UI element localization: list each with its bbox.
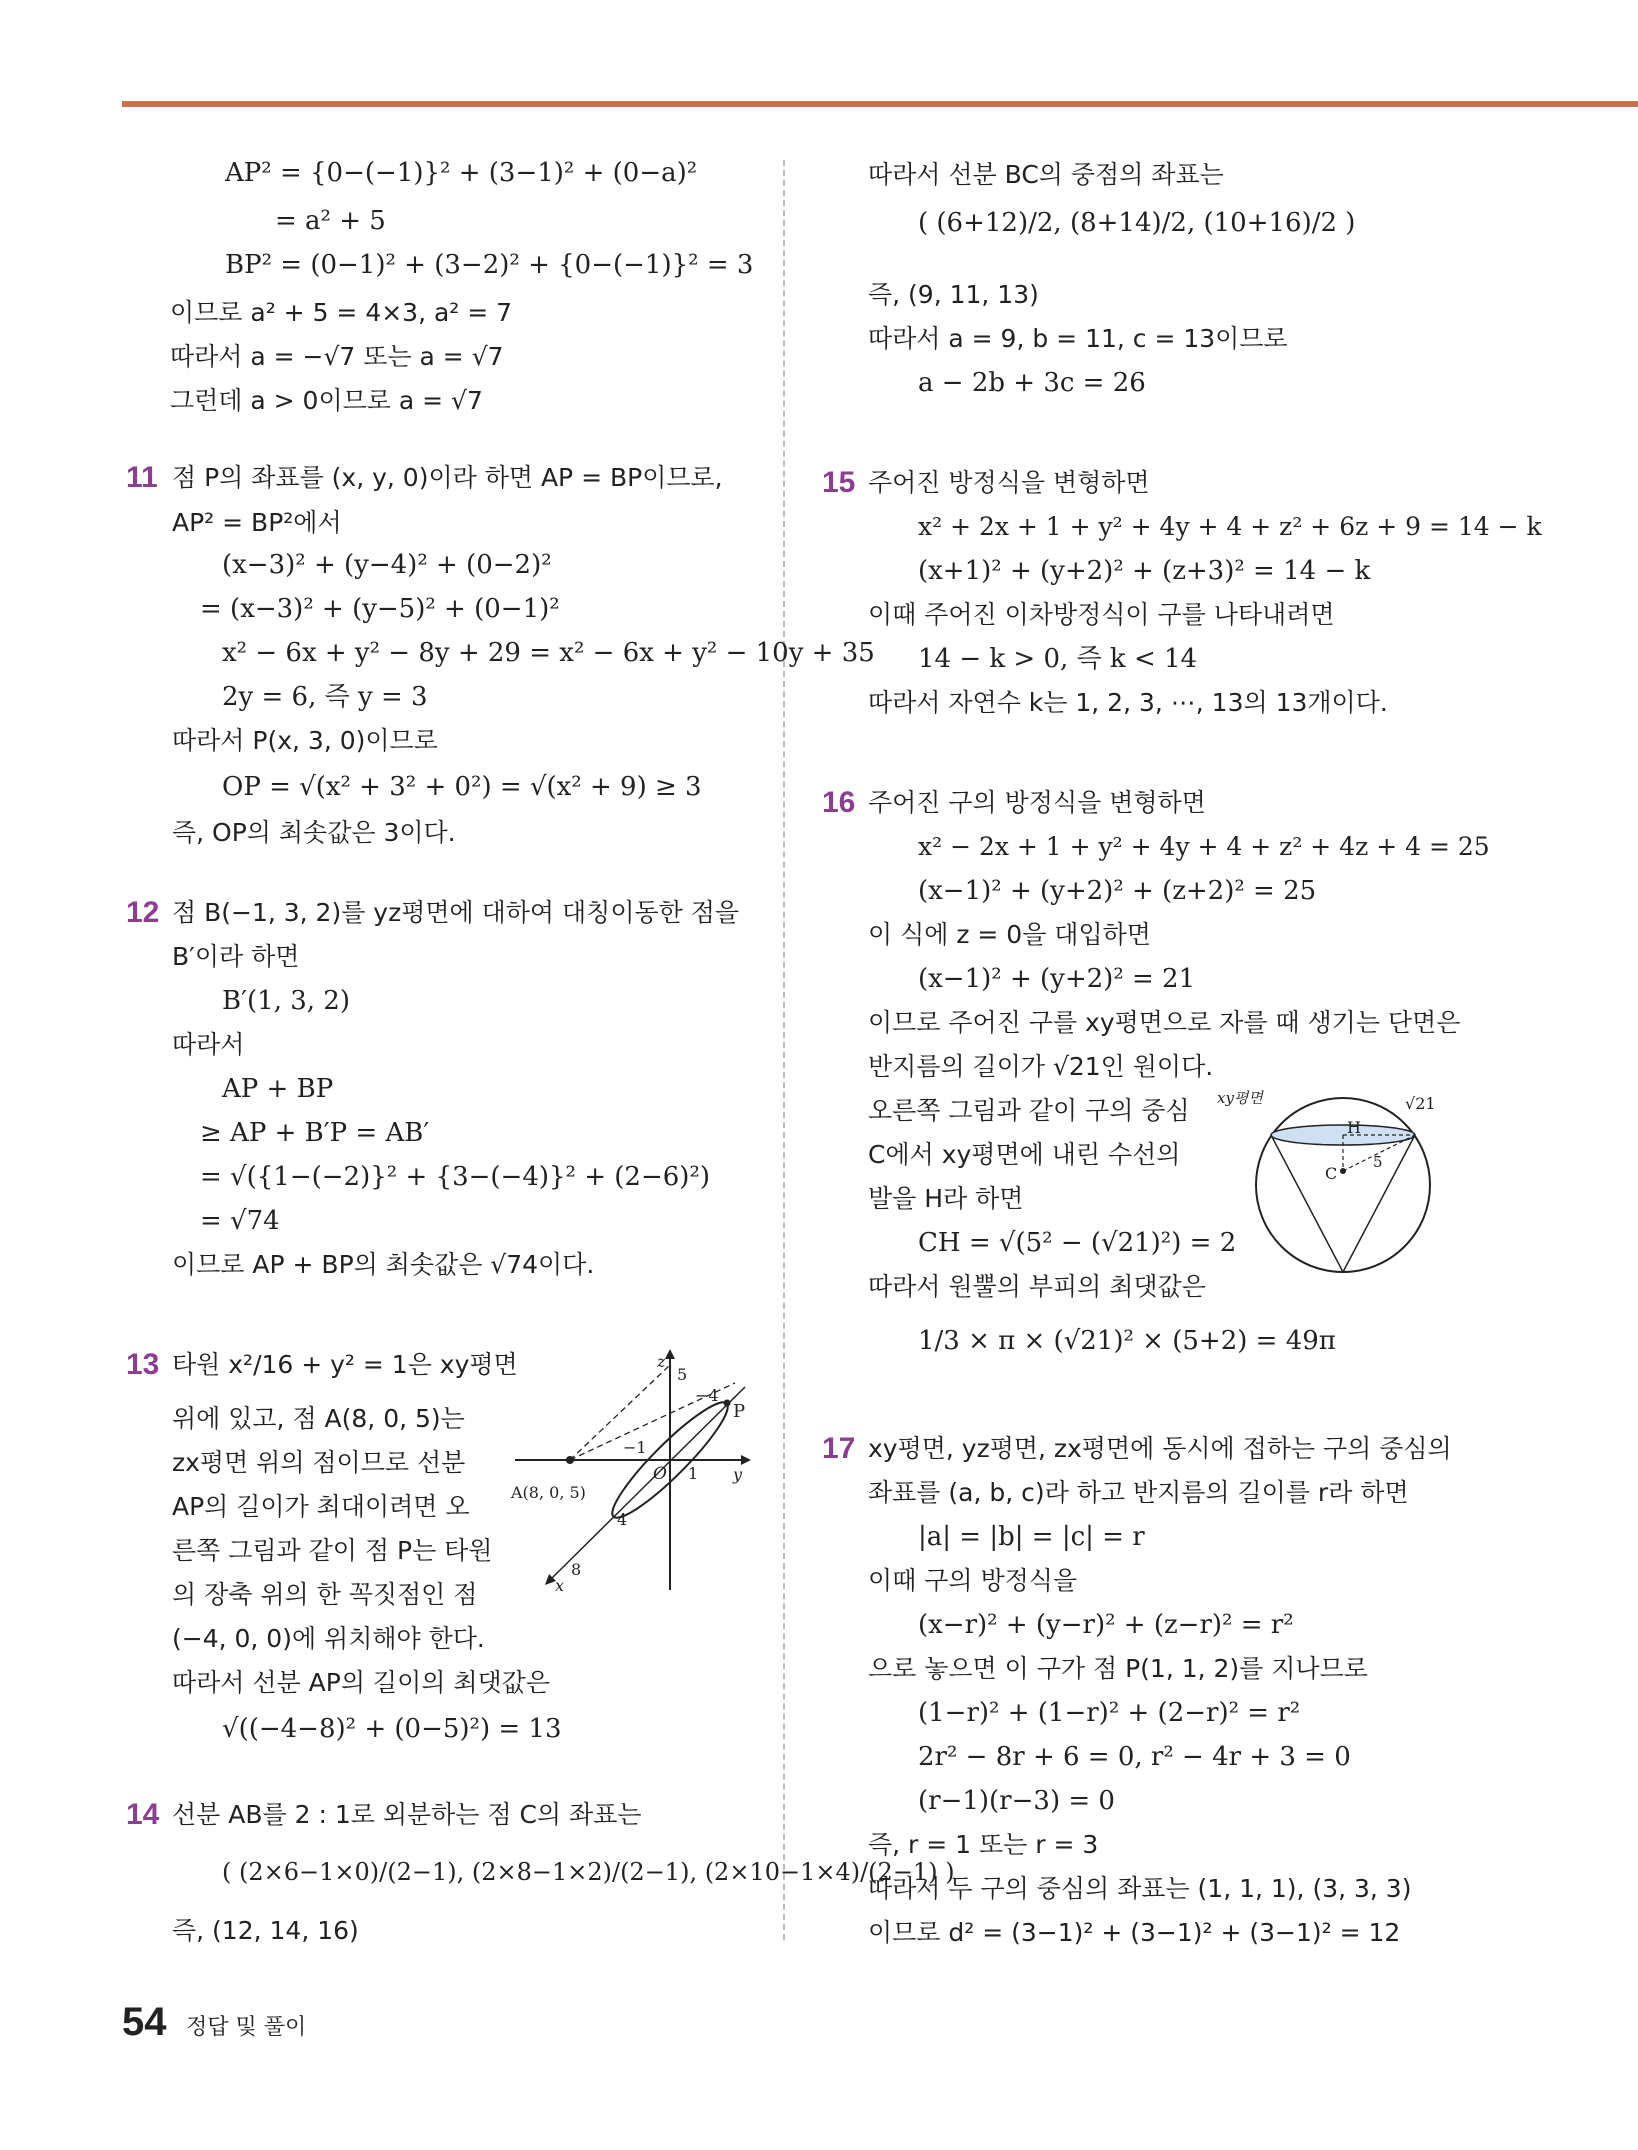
p10-line-2: = a² + 5: [275, 206, 386, 236]
p13-line-3: zx평면 위의 점이므로 선분: [172, 1448, 466, 1477]
p12-line-1: 점 B(−1, 3, 2)를 yz평면에 대하여 대칭이동한 점을: [172, 898, 740, 927]
p15-line-1: 주어진 방정식을 변형하면: [868, 468, 1150, 497]
p10-line-6: 그런데 a > 0이므로 a = √7: [170, 386, 483, 415]
p16-line-4: 이 식에 z = 0을 대입하면: [868, 920, 1151, 949]
p16-line-9: C에서 xy평면에 내린 수선의: [868, 1140, 1181, 1169]
sphere-figure: [1215, 1085, 1455, 1275]
sphere: [1256, 1098, 1430, 1272]
label-4: 4: [617, 1510, 628, 1529]
p17-line-10: 즉, r = 1 또는 r = 3: [868, 1830, 1099, 1859]
p14c-line-3: 즉, (9, 11, 13): [868, 280, 1039, 309]
p13-line-7: (−4, 0, 0)에 위치해야 한다.: [172, 1624, 485, 1653]
p12-line-7: = √({1−(−2)}² + {3−(−4)}² + (2−6)²): [200, 1162, 711, 1192]
label-5: 5: [677, 1365, 688, 1384]
p16-line-13: 1/3 × π × (√21)² × (5+2) = 49π: [918, 1326, 1336, 1356]
label-a: A(8, 0, 5): [511, 1483, 586, 1502]
label-neg1: −1: [623, 1438, 647, 1457]
p13-line-6: 의 장축 위의 한 꼭짓점인 점: [172, 1580, 478, 1609]
label-8: 8: [571, 1560, 582, 1579]
page-number: 54: [122, 2000, 167, 2044]
p16-line-1: 주어진 구의 방정식을 변형하면: [868, 788, 1206, 817]
p10-line-3: BP² = (0−1)² + (3−2)² + {0−(−1)}² = 3: [225, 250, 754, 280]
p12-line-9: 이므로 AP + BP의 최솟값은 √74이다.: [172, 1250, 595, 1279]
problem-number-15: 15: [822, 466, 856, 499]
p14-line-3: 즉, (12, 14, 16): [172, 1916, 359, 1945]
p15-line-6: 따라서 자연수 k는 1, 2, 3, ⋯, 13의 13개이다.: [868, 688, 1388, 717]
p13-line-8: 따라서 선분 AP의 길이의 최댓값은: [172, 1668, 550, 1697]
p11-line-5: x² − 6x + y² − 8y + 29 = x² − 6x + y² − 10y + 35: [222, 638, 875, 668]
label-h: H: [1347, 1118, 1361, 1137]
p16-line-5: (x−1)² + (y+2)² = 21: [918, 964, 1196, 994]
p17-line-8: 2r² − 8r + 6 = 0, r² − 4r + 3 = 0: [918, 1742, 1351, 1772]
label-z: z: [657, 1352, 666, 1371]
p13-line-9: √((−4−8)² + (0−5)²) = 13: [222, 1714, 562, 1744]
p16-line-3: (x−1)² + (y+2)² + (z+2)² = 25: [918, 876, 1317, 906]
p13-line-2: 위에 있고, 점 A(8, 0, 5)는: [172, 1404, 465, 1433]
p11-line-6: 2y = 6, 즉 y = 3: [222, 682, 428, 712]
problem-number-12: 12: [126, 896, 160, 929]
p10-line-4: 이므로 a² + 5 = 4×3, a² = 7: [170, 298, 513, 327]
center-c: [1340, 1168, 1346, 1174]
p15-line-3: (x+1)² + (y+2)² + (z+3)² = 14 − k: [918, 556, 1371, 586]
problem-number-17: 17: [822, 1432, 856, 1465]
problem-number-13: 13: [126, 1348, 160, 1381]
page-footer-label: 정답 및 풀이: [186, 2015, 307, 2040]
p12-line-4: 따라서: [172, 1030, 245, 1059]
p11-line-1: 점 P의 좌표를 (x, y, 0)이라 하면 AP = BP이므로,: [172, 463, 723, 492]
p17-line-6: 으로 놓으면 이 구가 점 P(1, 1, 2)를 지나므로: [868, 1654, 1368, 1683]
p12-line-5: AP + BP: [222, 1074, 334, 1104]
p12-line-2: B′이라 하면: [172, 942, 300, 971]
p16-line-10: 발을 H라 하면: [868, 1184, 1024, 1213]
p10-line-5: 따라서 a = −√7 또는 a = √7: [170, 342, 504, 371]
p14c-line-1: 따라서 선분 BC의 중점의 좌표는: [868, 160, 1224, 189]
p16-line-11: CH = √(5² − (√21)²) = 2: [918, 1228, 1237, 1258]
p16-line-2: x² − 2x + 1 + y² + 4y + 4 + z² + 4z + 4 = 25: [918, 832, 1490, 861]
p10-line-1: AP² = {0−(−1)}² + (3−1)² + (0−a)²: [225, 158, 698, 188]
p14c-line-2: ( (6+12)/2, (8+14)/2, (10+16)/2 ): [918, 208, 1356, 238]
problem-number-14: 14: [126, 1798, 160, 1831]
p16-line-7: 반지름의 길이가 √21인 원이다.: [868, 1052, 1214, 1081]
p15-line-4: 이때 주어진 이차방정식이 구를 나타내려면: [868, 600, 1335, 629]
p14-line-2: ( (2×6−1×0)/(2−1), (2×8−1×2)/(2−1), (2×10−1×4)/(2−1) ): [222, 1858, 955, 1886]
p14c-line-4: 따라서 a = 9, b = 11, c = 13이므로: [868, 324, 1288, 353]
cone-side-left: [1271, 1135, 1343, 1272]
p17-line-9: (r−1)(r−3) = 0: [918, 1786, 1115, 1816]
label-1: 1: [688, 1464, 699, 1483]
p13-line-5: 른쪽 그림과 같이 점 P는 타원: [172, 1536, 493, 1565]
problem-number-16: 16: [822, 786, 856, 819]
p14-line-1: 선분 AB를 2 : 1로 외분하는 점 C의 좌표는: [172, 1800, 642, 1829]
p12-line-3: B′(1, 3, 2): [222, 986, 350, 1016]
p17-line-11: 따라서 두 구의 중심의 좌표는 (1, 1, 1), (3, 3, 3): [868, 1874, 1412, 1903]
p17-line-4: 이때 구의 방정식을: [868, 1566, 1078, 1595]
p17-line-12: 이므로 d² = (3−1)² + (3−1)² + (3−1)² = 12: [868, 1918, 1401, 1947]
point-p: [724, 1400, 731, 1407]
label-y: y: [733, 1465, 743, 1484]
label-5: 5: [1373, 1153, 1383, 1171]
label-xy-plane: xy평면: [1217, 1089, 1263, 1107]
label-origin: O: [653, 1464, 667, 1484]
p11-line-8: OP = √(x² + 3² + 0²) = √(x² + 9) ≥ 3: [222, 772, 702, 802]
label-neg4: −4: [695, 1386, 719, 1405]
ellipse-figure: [505, 1345, 770, 1605]
p14c-line-5: a − 2b + 3c = 26: [918, 368, 1146, 398]
p15-line-2: x² + 2x + 1 + y² + 4y + 4 + z² + 6z + 9 = 14 − k: [918, 512, 1542, 541]
p13-line-1: 타원 x²/16 + y² = 1은 xy평면: [172, 1350, 518, 1379]
top-rule: [122, 101, 1638, 107]
p12-line-6: ≥ AP + B′P = AB′: [200, 1118, 430, 1148]
p17-line-3: |a| = |b| = |c| = r: [918, 1522, 1145, 1552]
p16-line-6: 이므로 주어진 구를 xy평면으로 자를 때 생기는 단면은: [868, 1008, 1461, 1037]
p16-line-12: 따라서 원뿔의 부피의 최댓값은: [868, 1272, 1206, 1301]
p11-line-7: 따라서 P(x, 3, 0)이므로: [172, 726, 438, 755]
p13-line-4: AP의 길이가 최대이려면 오: [172, 1492, 470, 1521]
label-sqrt21: √21: [1405, 1094, 1436, 1113]
p11-line-4: = (x−3)² + (y−5)² + (0−1)²: [200, 594, 560, 624]
p16-line-8: 오른쪽 그림과 같이 구의 중심: [868, 1096, 1190, 1125]
p11-line-3: (x−3)² + (y−4)² + (0−2)²: [222, 550, 552, 580]
p15-line-5: 14 − k > 0, 즉 k < 14: [918, 644, 1198, 674]
label-x: x: [555, 1576, 565, 1595]
p12-line-8: = √74: [200, 1206, 280, 1236]
p17-line-1: xy평면, yz평면, zx평면에 동시에 접하는 구의 중심의: [868, 1434, 1452, 1463]
label-p: P: [733, 1401, 746, 1422]
p17-line-7: (1−r)² + (1−r)² + (2−r)² = r²: [918, 1698, 1301, 1728]
p17-line-2: 좌표를 (a, b, c)라 하고 반지름의 길이를 r라 하면: [868, 1478, 1409, 1507]
problem-number-11: 11: [126, 461, 158, 494]
p17-line-5: (x−r)² + (y−r)² + (z−r)² = r²: [918, 1610, 1294, 1640]
point-a: [566, 1456, 574, 1464]
p11-line-2: AP² = BP²에서: [172, 508, 342, 537]
column-divider: [783, 160, 785, 1940]
label-c: C: [1325, 1164, 1338, 1183]
p11-line-9: 즉, OP의 최솟값은 3이다.: [172, 818, 456, 847]
